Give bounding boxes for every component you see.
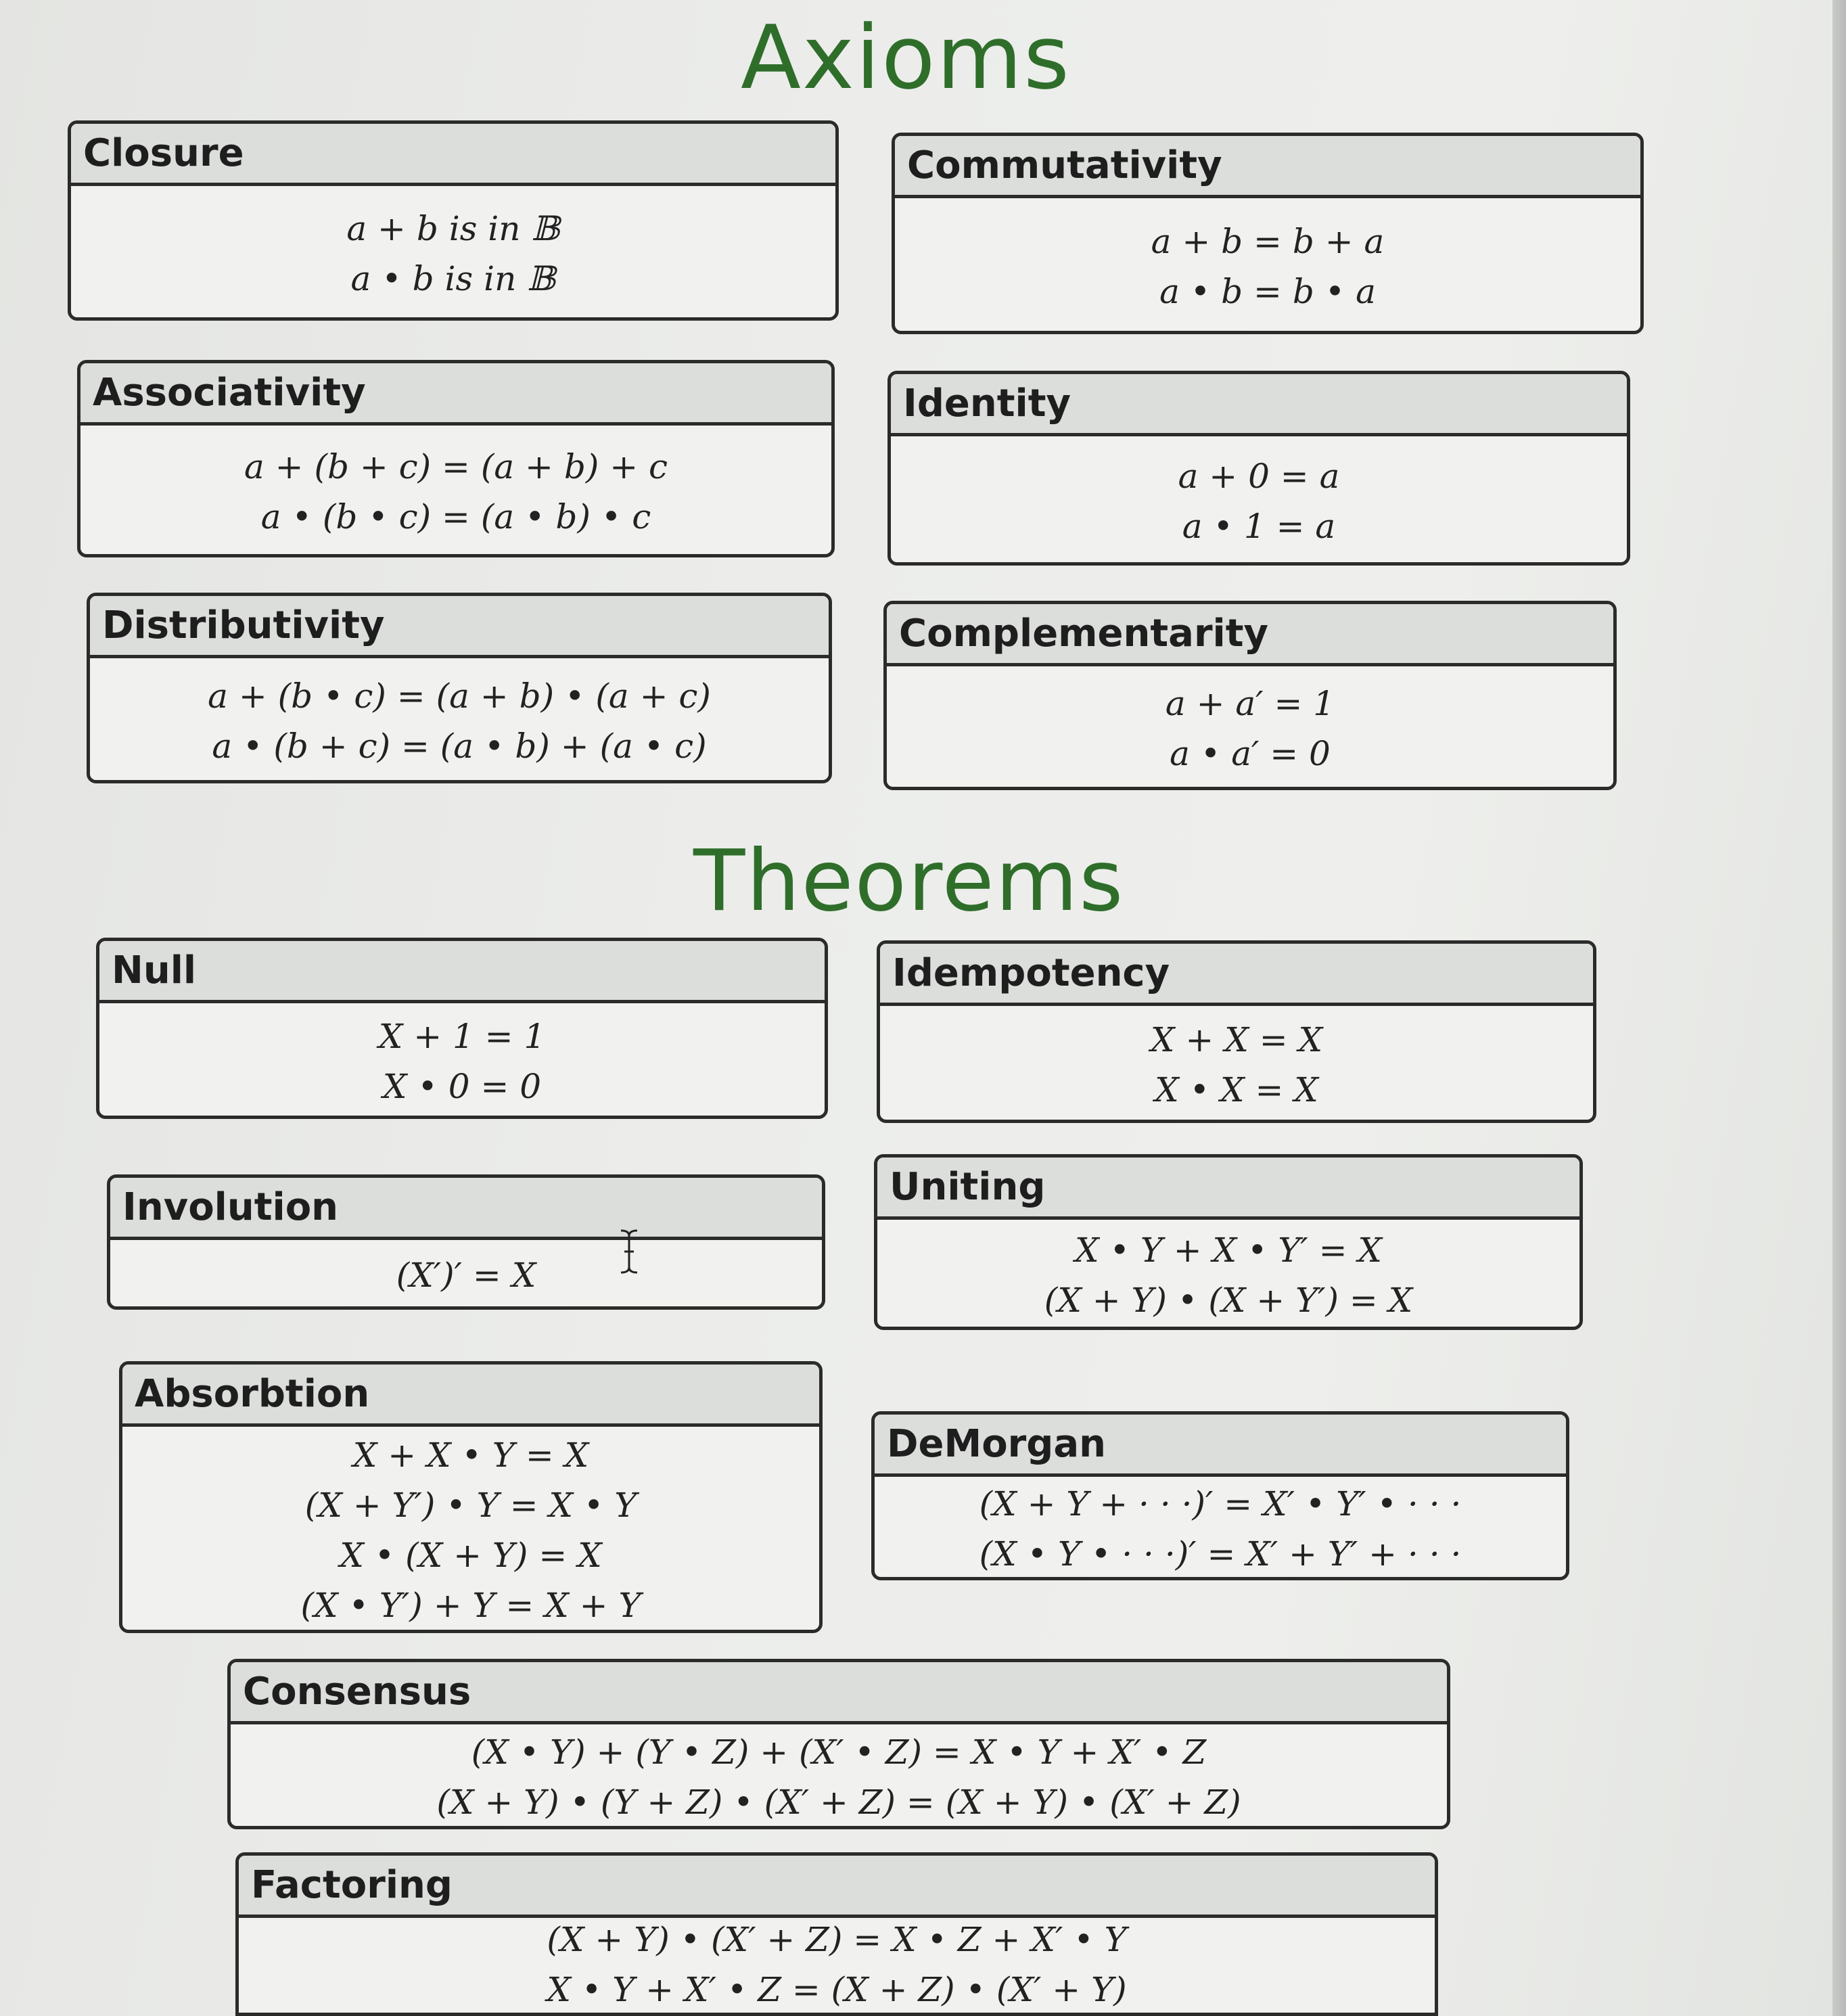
equation: a + 0 = a xyxy=(1178,456,1340,496)
box-title: Absorbtion xyxy=(122,1365,819,1427)
equation: a • (b + c) = (a • b) + (a • c) xyxy=(212,726,707,766)
identity-box xyxy=(887,371,1630,566)
box-title: Complementarity xyxy=(887,604,1613,666)
box-title: Commutativity xyxy=(895,136,1640,198)
closure-box xyxy=(68,120,839,321)
text-cursor-icon xyxy=(616,1228,643,1275)
equation: a • (b • c) = (a • b) • c xyxy=(260,497,651,536)
equation: (X + Y + · · ·)′ = X′ • Y′ • · · · xyxy=(979,1484,1462,1524)
distributivity-box xyxy=(87,593,832,783)
box-title: Consensus xyxy=(231,1662,1447,1724)
idempotency-box xyxy=(877,940,1596,1123)
box-title: Factoring xyxy=(239,1856,1435,1918)
equation: a + (b + c) = (a + b) + c xyxy=(244,446,668,486)
axioms-heading: Axioms xyxy=(741,6,1071,109)
equation: (X • Y • · · ·)′ = X′ + Y′ + · · · xyxy=(979,1534,1462,1574)
consensus-box xyxy=(227,1659,1450,1829)
null-box xyxy=(96,938,828,1119)
equation: (X + Y) • (Y + Z) • (X′ + Z) = (X + Y) • (X′ + Z) xyxy=(436,1782,1241,1822)
box-title: Uniting xyxy=(877,1158,1579,1220)
box-title: Involution xyxy=(110,1178,822,1240)
box-title: Distributivity xyxy=(90,596,829,658)
commutativity-box xyxy=(892,133,1644,334)
equation: a + (b • c) = (a + b) • (a + c) xyxy=(208,676,711,716)
equation: X + 1 = 1 xyxy=(378,1016,546,1056)
box-title: Associativity xyxy=(80,363,831,426)
equation: (X′)′ = X xyxy=(396,1255,536,1295)
equation: (X + Y) • (X + Y′) = X xyxy=(1044,1280,1413,1320)
equation: a + b = b + a xyxy=(1151,221,1385,261)
equation: X + X • Y = X xyxy=(352,1435,589,1475)
complementarity-box xyxy=(883,601,1617,790)
equation: a • b = b • a xyxy=(1159,271,1376,311)
box-title: DeMorgan xyxy=(875,1415,1566,1477)
equation: X • 0 = 0 xyxy=(382,1066,542,1106)
box-title: Idempotency xyxy=(880,944,1593,1006)
equation: a • 1 = a xyxy=(1182,506,1336,546)
equation: X • (X + Y) = X xyxy=(340,1535,602,1575)
equation: a • b is in 𝔹 xyxy=(350,258,556,298)
equation: X • Y + X′ • Z = (X + Z) • (X′ + Y) xyxy=(547,1969,1127,2009)
demorgan-box xyxy=(871,1411,1569,1580)
associativity-box xyxy=(77,360,835,557)
theorems-heading: Theorems xyxy=(693,832,1125,930)
equation: X • Y + X • Y′ = X xyxy=(1074,1230,1383,1270)
equation: (X + Y) • (X′ + Z) = X • Z + X′ • Y xyxy=(547,1919,1127,1959)
equation: a + b is in 𝔹 xyxy=(346,208,560,248)
equation: a + a′ = 1 xyxy=(1165,683,1335,723)
factoring-box xyxy=(235,1852,1438,2016)
box-title: Closure xyxy=(71,124,835,186)
equation: (X • Y′) + Y = X + Y xyxy=(300,1585,641,1625)
equation: X • X = X xyxy=(1155,1070,1318,1109)
equation: (X • Y) + (Y • Z) + (X′ • Z) = X • Y + X′ • Z xyxy=(471,1732,1207,1772)
equation: (X + Y′) • Y = X • Y xyxy=(304,1485,637,1525)
equation: a • a′ = 0 xyxy=(1170,733,1331,773)
absorbtion-box xyxy=(119,1361,823,1633)
involution-box xyxy=(107,1174,825,1310)
box-title: Null xyxy=(99,941,825,1003)
monitor-bezel xyxy=(1832,0,1846,2016)
box-title: Identity xyxy=(891,374,1627,436)
uniting-box xyxy=(874,1154,1583,1330)
equation: X + X = X xyxy=(1150,1020,1323,1059)
